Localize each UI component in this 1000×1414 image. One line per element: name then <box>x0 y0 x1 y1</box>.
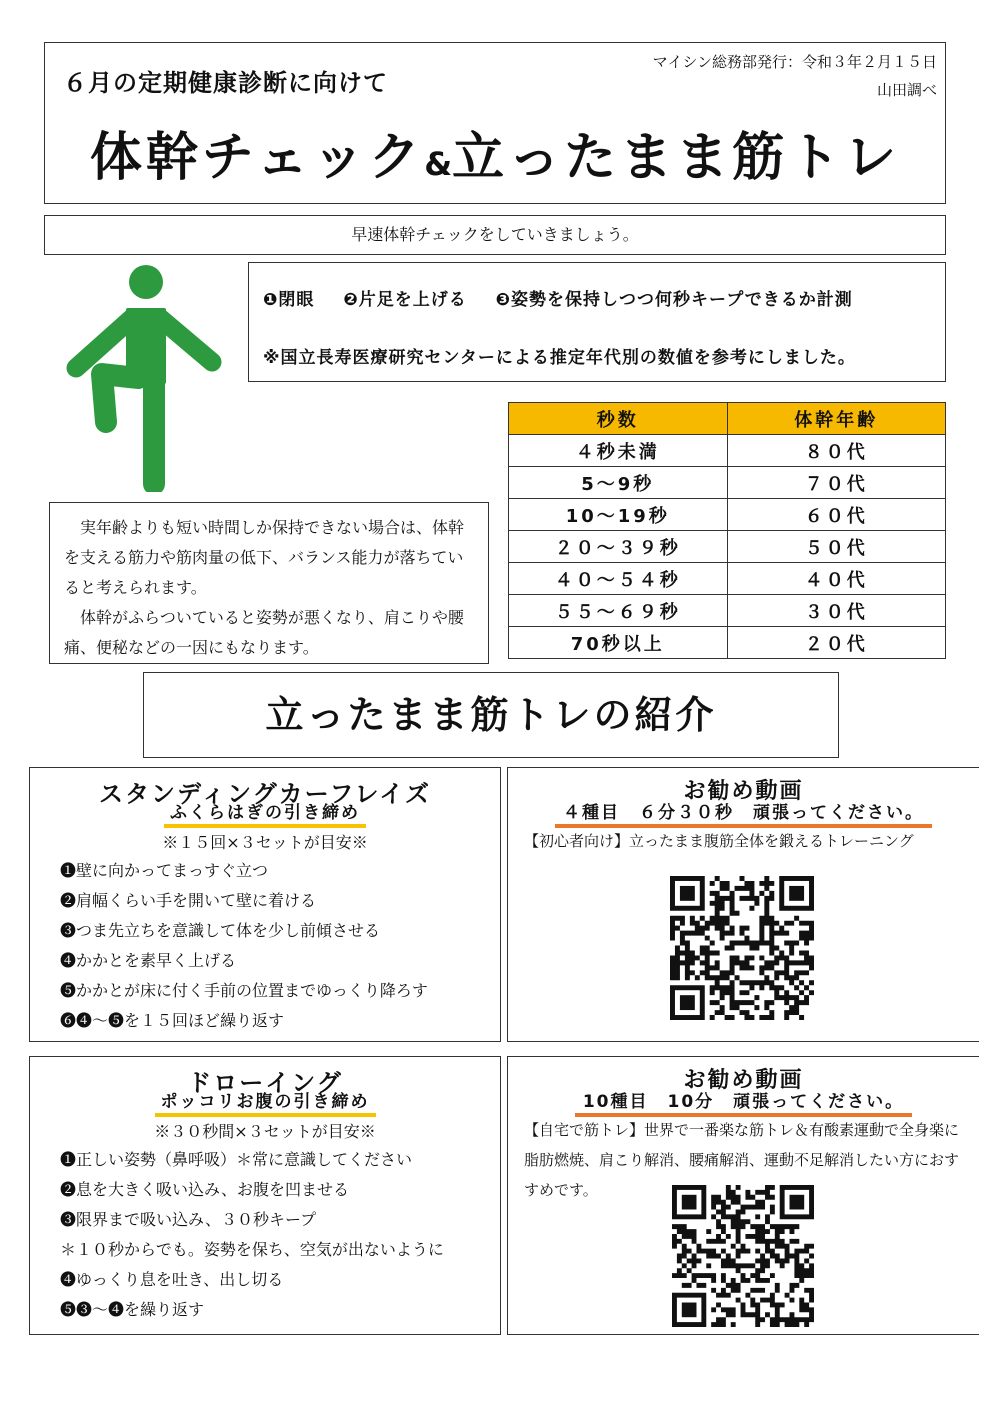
list-item: ＊１０秒からでも。姿勢を保ち、空気が出ないように <box>60 1240 444 1259</box>
video-subtitle: ４種目 ６分３０秒 頑張ってください。 <box>555 802 932 828</box>
table-cell: ４秒未満 <box>509 435 728 467</box>
list-item: ❶正しい姿勢（鼻呼吸）＊常に意識してください <box>60 1150 413 1169</box>
video-title: お勧め動画 <box>683 779 804 804</box>
video-description: 【自宅で筋トレ】世界で一番楽な筋トレ＆有酸素運動で全身楽に脂肪燃焼、肩こり解消、腰痛解消、運動不足解消したい方におすすめです。 <box>524 1121 960 1199</box>
exercise-card-calf-raise <box>29 767 501 1042</box>
exercise-title: スタンディングカーフレイズ <box>99 780 431 808</box>
main-title <box>45 115 945 190</box>
reference-note: ※国立長寿医療研究センターによる推定年代別の数値を参考にしました。 <box>263 348 856 368</box>
video-description: 【初心者向け】立ったまま腹筋全体を鍛えるトレーニング <box>524 832 914 850</box>
video-subtitle-wrap <box>508 1091 979 1117</box>
header-box <box>44 42 946 204</box>
exercise-title: ドローイング <box>187 1069 343 1097</box>
main-title-part1: 体幹チェック <box>89 128 425 188</box>
table-cell: ７０代 <box>727 467 946 499</box>
qr-code-icon[interactable] <box>670 876 814 1020</box>
table-row <box>509 595 946 627</box>
exercise-card-drawing <box>29 1056 501 1335</box>
table-cell: ４０代 <box>727 563 946 595</box>
explanation-paragraph-2: 体幹がふらついていると姿勢が悪くなり、肩こりや腰痛、便秘などの一因にもなります。 <box>64 608 464 657</box>
video-title: お勧め動画 <box>683 1068 804 1093</box>
section-title: 立ったまま筋トレの紹介 <box>143 672 839 758</box>
table-cell: ２０代 <box>727 627 946 659</box>
list-item: ❺かかとが床に付く手前の位置までゆっくり降ろす <box>60 981 428 1000</box>
table-cell: 5～9秒 <box>509 467 728 499</box>
table-cell: ５０代 <box>727 531 946 563</box>
check-step-1: ❶閉眼 <box>263 290 315 310</box>
list-item: ❹ゆっくり息を吐き、出し切る <box>60 1270 284 1289</box>
explanation-paragraph-1: 実年齢よりも短い時間しか保持できない場合は、体幹を支える筋力や筋肉量の低下、バランス能力が落ちていると考えられます。 <box>64 518 465 597</box>
table-cell: ３０代 <box>727 595 946 627</box>
table-cell: ８０代 <box>727 435 946 467</box>
table-row <box>509 627 946 659</box>
video-subtitle-wrap <box>508 802 979 828</box>
table-cell: ５５～６９秒 <box>509 595 728 627</box>
table-row <box>509 435 946 467</box>
exercise-note: ※１５回×３セットが目安※ <box>162 833 368 852</box>
list-item: ❷息を大きく吸い込み、お腹を凹ませる <box>60 1180 349 1199</box>
table-row <box>509 531 946 563</box>
exercise-subtitle: ポッコリお腹の引き締め <box>155 1091 376 1117</box>
exercise-note: ※３０秒間×３セットが目安※ <box>154 1122 376 1141</box>
exercise-subtitle-wrap <box>30 1091 500 1117</box>
table-header-seconds: 秒数 <box>509 403 728 435</box>
header-subtitle: ６月の定期健康診断に向けて <box>63 69 388 97</box>
main-title-part2: 立ったまま筋トレ <box>452 128 901 188</box>
list-item: ❺❸～❹を繰り返す <box>60 1300 205 1319</box>
table-cell: 70秒以上 <box>509 627 728 659</box>
standing-one-leg-person-icon <box>62 262 222 492</box>
video-card-1 <box>507 767 979 1042</box>
video-subtitle: 10種目 10分 頑張ってください。 <box>575 1091 912 1117</box>
list-item: ❹かかとを素早く上げる <box>60 951 237 970</box>
publisher-line: マイシン総務部発行：令和３年２月１５日 <box>652 53 937 71</box>
explanation-box <box>49 502 489 664</box>
table-cell: ６０代 <box>727 499 946 531</box>
table-row <box>509 563 946 595</box>
main-title-amp: & <box>424 145 453 183</box>
list-item: ❷肩幅くらい手を開いて壁に着ける <box>60 891 317 910</box>
exercise-steps <box>60 1145 444 1325</box>
exercise-subtitle: ふくらはぎの引き締め <box>164 802 366 828</box>
table-header-age: 体幹年齢 <box>727 403 946 435</box>
check-steps <box>263 285 875 310</box>
author-line: 山田調べ <box>876 81 937 99</box>
exercise-subtitle-wrap <box>30 802 500 828</box>
table-row <box>509 467 946 499</box>
instructions-box <box>248 262 946 382</box>
core-age-table <box>508 402 946 659</box>
list-item: ❸つま先立ちを意識して体を少し前傾させる <box>60 921 381 940</box>
qr-code-icon[interactable] <box>672 1185 814 1327</box>
list-item: ❻❹～❺を１５回ほど繰り返す <box>60 1011 285 1030</box>
exercise-steps <box>60 856 428 1036</box>
list-item: ❶壁に向かってまっすぐ立つ <box>60 861 269 880</box>
video-card-2 <box>507 1056 979 1335</box>
table-cell: ４０～５４秒 <box>509 563 728 595</box>
list-item: ❸限界まで吸い込み、３０秒キープ <box>60 1210 317 1229</box>
intro-bar: 早速体幹チェックをしていきましょう。 <box>44 215 946 255</box>
table-cell: 10～19秒 <box>509 499 728 531</box>
check-step-2: ❷片足を上げる <box>343 290 467 310</box>
table-row <box>509 499 946 531</box>
table-header-row <box>509 403 946 435</box>
check-step-3: ❸姿勢を保持しつつ何秒キープできるか計測 <box>495 290 853 310</box>
table-cell: ２０～３９秒 <box>509 531 728 563</box>
